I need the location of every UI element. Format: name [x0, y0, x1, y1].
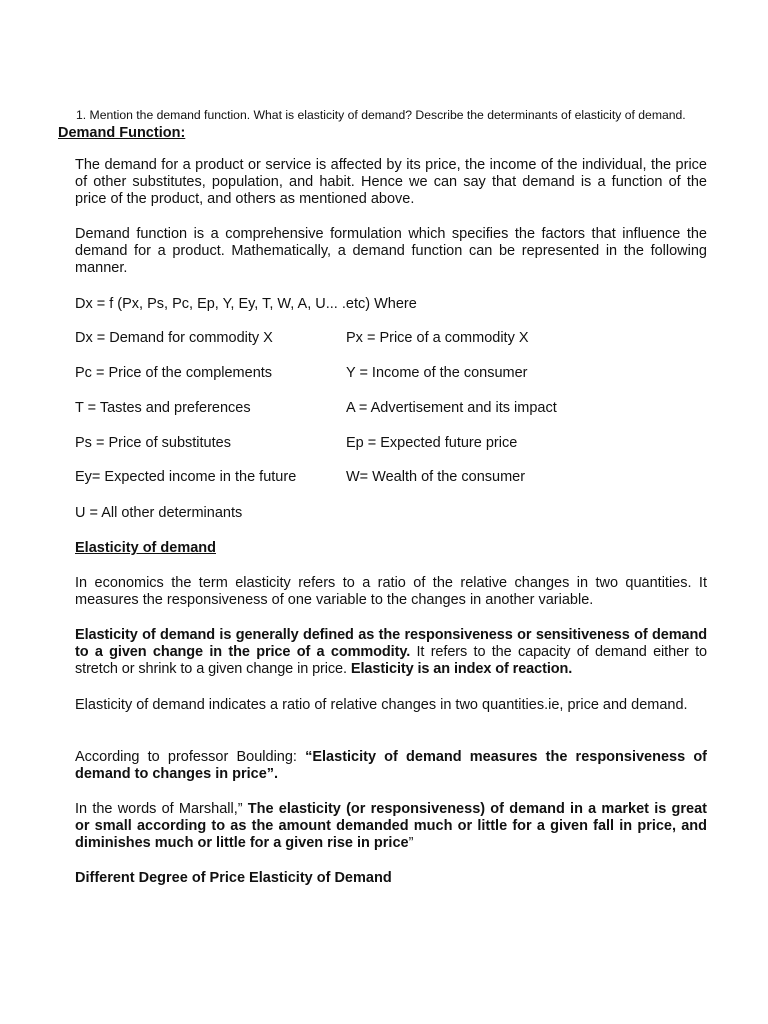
definition-ey: Ey= Expected income in the future — [75, 469, 297, 485]
definition-px: Px = Price of a commodity X — [346, 330, 529, 346]
elasticity-paragraph-2 — [75, 627, 707, 679]
elasticity-paragraph-1: In economics the term elasticity refers to a ratio of the relative changes in two quantities. It measures the responsiveness of one variable to the changes in another variable. — [75, 575, 707, 609]
elasticity-heading: Elasticity of demand — [75, 540, 217, 556]
elasticity-index-bold: Elasticity is an index of reaction. — [350, 661, 573, 678]
definition-pc: Pc = Price of the complements — [75, 365, 273, 381]
definition-dx: Dx = Demand for commodity X — [75, 330, 273, 346]
demand-function-title: Demand Function: — [58, 125, 186, 141]
elasticity-paragraph-3: Elasticity of demand indicates a ratio of relative changes in two quantities.ie, price and demand. — [75, 697, 688, 713]
marshall-quote-paragraph — [75, 801, 707, 853]
degree-heading: Different Degree of Price Elasticity of Demand — [75, 870, 392, 886]
boulding-quote: “Elasticity of demand measures the responsiveness of demand to changes in price”. — [75, 749, 708, 783]
demand-function-paragraph-2: Demand function is a comprehensive formulation which specifies the factors that influence the demand for a product. Mathematically, a demand function can be represented in the following manner. — [75, 226, 707, 277]
elasticity-definition-normal: It refers to the capacity of demand either to stretch or shrink to a given change in price. — [75, 644, 707, 678]
demand-function-paragraph-1: The demand for a product or service is affected by its price, the income of the individual, the price of other substitutes, population, and habit. Hence we can say that demand is a function of the price of the product, and others as mentioned above. — [75, 157, 707, 208]
definition-y: Y = Income of the consumer — [346, 365, 528, 381]
definition-u: U = All other determinants — [75, 505, 243, 521]
definition-ps: Ps = Price of substitutes — [75, 435, 231, 451]
marshall-quote: The elasticity (or responsiveness) of demand in a market is great or small according to as the amount demanded much or little for a given fall in price, and diminishes much or little for a given rise in price — [75, 801, 707, 852]
definition-a: A = Advertisement and its impact — [346, 400, 557, 416]
marshall-quote-end: ” — [408, 835, 414, 852]
definition-w: W= Wealth of the consumer — [346, 469, 526, 485]
boulding-quote-paragraph — [75, 749, 707, 783]
boulding-intro: According to professor Boulding: — [75, 749, 306, 765]
definition-t: T = Tastes and preferences — [75, 400, 251, 416]
elasticity-definition-bold: Elasticity of demand is generally defined as the responsiveness or sensitiveness of demand to a given change in the price of a commodity. — [75, 627, 707, 661]
question-text: 1. Mention the demand function. What is elasticity of demand? Describe the determinants of elasticity of demand. — [76, 108, 686, 122]
marshall-intro: In the words of Marshall,” — [75, 801, 248, 817]
definition-ep: Ep = Expected future price — [346, 435, 518, 451]
demand-formula: Dx = f (Px, Ps, Pc, Ep, Y, Ey, T, W, A, U... .etc) Where — [75, 296, 417, 312]
